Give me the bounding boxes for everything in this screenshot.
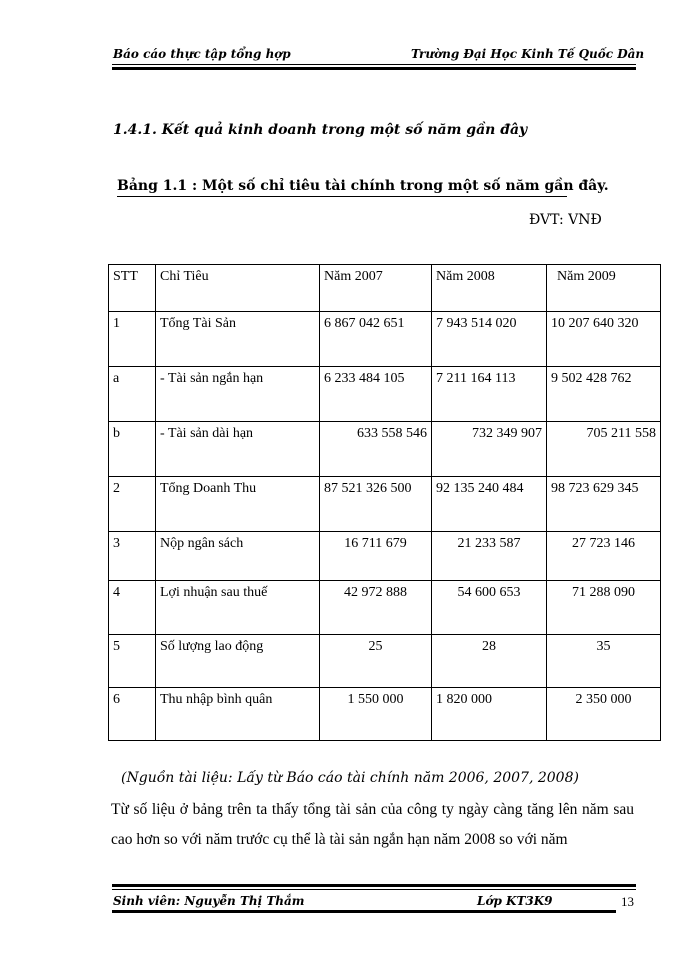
header-cell: Năm 2008 [432, 265, 547, 312]
table-cell: - Tài sản dài hạn [156, 422, 320, 477]
table-cell: Lợi nhuận sau thuế [156, 581, 320, 635]
table-cell: 71 288 090 [547, 581, 661, 635]
footer-rule-thick [112, 884, 636, 887]
footer-class: Lớp KT3K9 [477, 894, 553, 908]
table-cell: Nộp ngân sách [156, 532, 320, 581]
table-cell: 7 943 514 020 [432, 312, 547, 367]
table-cell: 98 723 629 345 [547, 477, 661, 532]
table-cell: 54 600 653 [432, 581, 547, 635]
table-cell: a [109, 367, 156, 422]
table-cell: 25 [320, 635, 432, 688]
table-cell: 633 558 546 [320, 422, 432, 477]
table-cell: 7 211 164 113 [432, 367, 547, 422]
footer-rule-thin [112, 889, 636, 890]
header-rule-thin [112, 64, 636, 65]
header-left-text: Báo cáo thực tập tổng hợp [113, 47, 291, 61]
table-cell: 27 723 146 [547, 532, 661, 581]
table-cell: 1 550 000 [320, 688, 432, 741]
table-cell: 35 [547, 635, 661, 688]
table-row [109, 688, 661, 741]
table-row [109, 635, 661, 688]
table-cell: - Tài sản ngắn hạn [156, 367, 320, 422]
table-cell: 2 350 000 [547, 688, 661, 741]
table-cell: Thu nhập bình quân [156, 688, 320, 741]
header-cell: Năm 2009 [547, 265, 661, 312]
table-cell: 2 [109, 477, 156, 532]
table-row [109, 367, 661, 422]
table-cell: Số lượng lao động [156, 635, 320, 688]
table-row [109, 581, 661, 635]
section-title: 1.4.1. Kết quả kinh doanh trong một số năm gần đây [113, 122, 528, 138]
table-cell: 10 207 640 320 [547, 312, 661, 367]
table-row [109, 477, 661, 532]
table-cell: 6 233 484 105 [320, 367, 432, 422]
header-right-text: Trường Đại Học Kinh Tế Quốc Dân [411, 47, 645, 61]
source-note: (Nguồn tài liệu: Lấy từ Báo cáo tài chính năm 2006, 2007, 2008) [121, 770, 579, 786]
table-cell: 6 [109, 688, 156, 741]
table-cell: Tổng Tài Sản [156, 312, 320, 367]
table-row [109, 312, 661, 367]
table-cell: 16 711 679 [320, 532, 432, 581]
header-cell: Năm 2007 [320, 265, 432, 312]
table-cell: 21 233 587 [432, 532, 547, 581]
body-paragraph: Từ số liệu ở bảng trên ta thấy tổng tài sản của công ty ngày càng tăng lên năm sau cao hơn so với năm trước cụ thể là tài sản ngắn hạn năm 2008 so với năm [111, 801, 634, 848]
table-cell: 3 [109, 532, 156, 581]
table-cell: 28 [432, 635, 547, 688]
footer-bottom-rule [112, 910, 616, 913]
table-row [109, 532, 661, 581]
header-rule-thick [112, 67, 636, 70]
header-cell: Chỉ Tiêu [156, 265, 320, 312]
footer-student: Sinh viên: Nguyễn Thị Thắm [113, 894, 305, 908]
table-caption: Bảng 1.1 : Một số chỉ tiêu tài chính trong một số năm gần đây. [117, 178, 609, 194]
table-cell: 1 820 000 [432, 688, 547, 741]
table-cell: 92 135 240 484 [432, 477, 547, 532]
page-number: 13 [621, 894, 634, 909]
table-cell: 42 972 888 [320, 581, 432, 635]
table-cell: Tổng Doanh Thu [156, 477, 320, 532]
unit-label: ĐVT: VNĐ [529, 212, 602, 228]
table-row [109, 422, 661, 477]
table-cell: 1 [109, 312, 156, 367]
table-cell: b [109, 422, 156, 477]
table-header-row [109, 265, 661, 312]
caption-underline [117, 196, 567, 197]
table-cell: 705 211 558 [547, 422, 661, 477]
table-cell: 4 [109, 581, 156, 635]
table-cell: 6 867 042 651 [320, 312, 432, 367]
financial-table [108, 264, 661, 741]
table-cell: 87 521 326 500 [320, 477, 432, 532]
table-cell: 5 [109, 635, 156, 688]
header-cell: STT [109, 265, 156, 312]
table-cell: 732 349 907 [432, 422, 547, 477]
table-cell: 9 502 428 762 [547, 367, 661, 422]
